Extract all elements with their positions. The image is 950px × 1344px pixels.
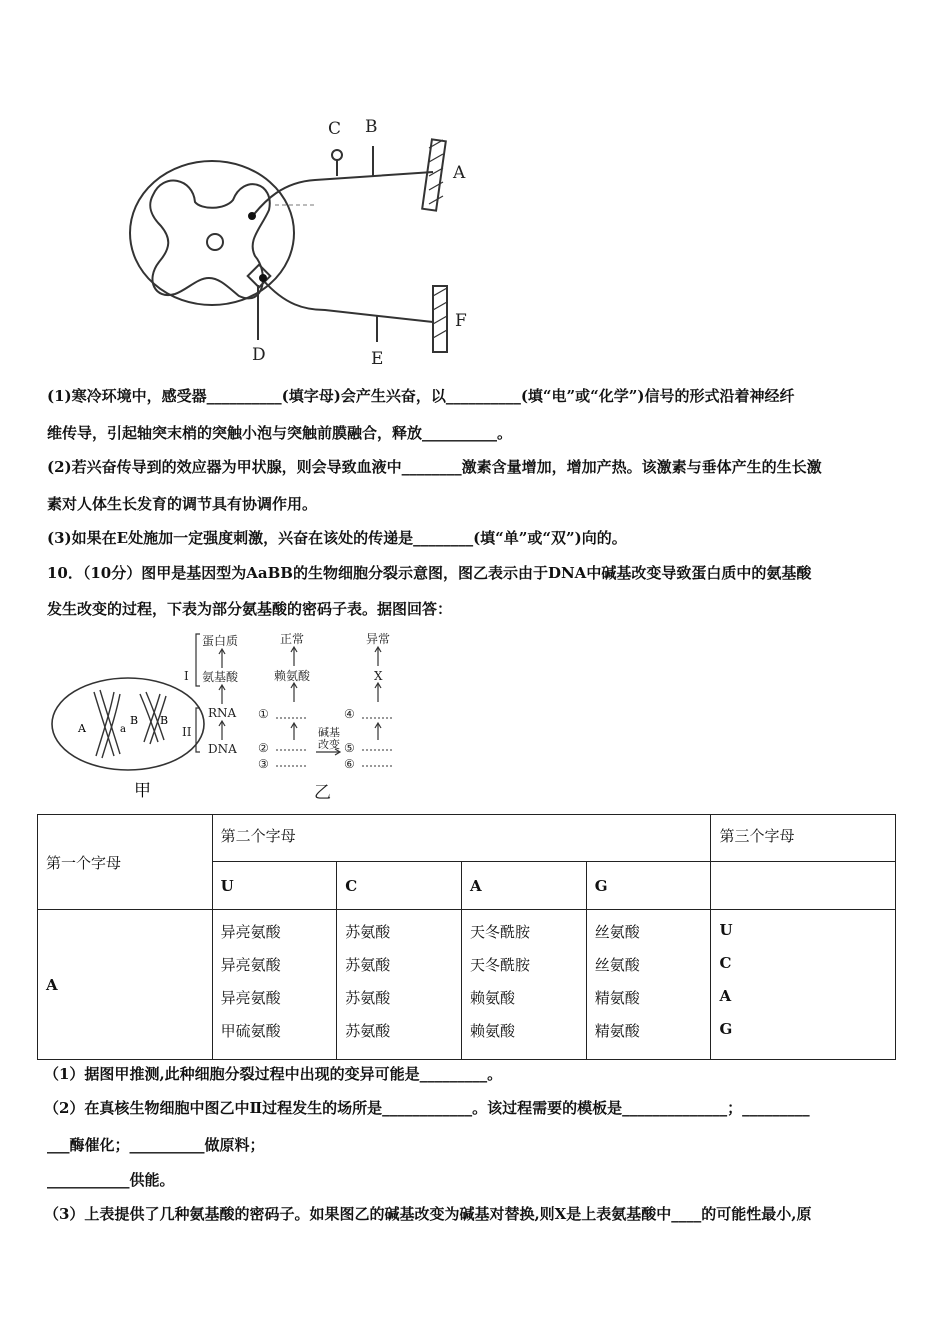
codon-cell: 天冬酰胺 bbox=[470, 923, 531, 941]
label-b: B bbox=[365, 117, 378, 137]
column-U bbox=[212, 910, 337, 1060]
column-G bbox=[586, 910, 711, 1060]
second-letter-U: U bbox=[212, 862, 337, 910]
efferent-fiber bbox=[263, 280, 433, 322]
afferent-fiber bbox=[251, 172, 433, 218]
level-dna: DNA bbox=[208, 742, 237, 756]
num-6: ⑥ bbox=[344, 757, 355, 771]
label-c: C bbox=[328, 119, 342, 139]
a-receptor bbox=[422, 139, 446, 210]
c-receptor-dot bbox=[332, 150, 342, 160]
q9-part1-line1: (1)寒冷环境中，感受器__________(填字母)会产生兴奋，以__________(填“电”或“化学”)信号的形式沿着神经纤 bbox=[47, 387, 795, 405]
third-letter: C bbox=[719, 954, 732, 972]
codon-cell: 异亮氨酸 bbox=[220, 989, 281, 1007]
codon-cell: 赖氨酸 bbox=[470, 1022, 516, 1040]
lysine-label: 赖氨酸 bbox=[274, 669, 311, 683]
gene-B-right: B bbox=[160, 714, 169, 727]
num-3: ③ bbox=[258, 757, 269, 771]
base-change-1: 碱基 bbox=[318, 726, 340, 739]
label-e: E bbox=[371, 349, 384, 369]
normal-label: 正常 bbox=[280, 632, 305, 646]
gene-a: a bbox=[120, 724, 126, 735]
base-change-2: 改变 bbox=[318, 738, 340, 751]
codon-cell: 异亮氨酸 bbox=[220, 956, 281, 974]
num-5: ⑤ bbox=[344, 741, 355, 755]
reflex-arc-figure bbox=[115, 110, 485, 375]
central-canal bbox=[207, 234, 223, 250]
caption-yi: 乙 bbox=[314, 783, 331, 803]
codon-cell: 苏氨酸 bbox=[345, 989, 391, 1007]
codon-cell: 天冬酰胺 bbox=[470, 956, 531, 974]
figure-yi bbox=[178, 628, 408, 804]
q10-intro-line2: 发生改变的过程，下表为部分氨基酸的密码子表。据图回答： bbox=[47, 600, 453, 618]
codon-cell: 苏氨酸 bbox=[345, 923, 391, 941]
q10-sub2-line2: ___酶催化；__________做原料； bbox=[47, 1136, 265, 1154]
label-d: D bbox=[252, 345, 266, 365]
spinal-cord-outline bbox=[130, 161, 294, 305]
x-label: X bbox=[374, 669, 383, 683]
caption-jia: 甲 bbox=[134, 781, 151, 801]
codon-table bbox=[37, 814, 896, 1060]
header-second-letter: 第二个字母 bbox=[212, 815, 711, 862]
third-letter: A bbox=[719, 987, 732, 1005]
second-letter-C: C bbox=[337, 862, 462, 910]
num-2: ② bbox=[258, 741, 269, 755]
first-letter-A: A bbox=[38, 910, 213, 1060]
label-a: A bbox=[453, 163, 466, 183]
f-effector bbox=[433, 286, 447, 352]
q10-sub3-line1: （3）上表提供了几种氨基酸的密码子。如果图乙的碱基改变为碱基对替换,则X是上表氨基酸中____的可能性最小,原 bbox=[44, 1205, 812, 1223]
label-f: F bbox=[455, 311, 467, 331]
codon-cell: 赖氨酸 bbox=[470, 989, 516, 1007]
q9-part2-line1: (2)若兴奋传导到的效应器为甲状腺，则会导致血液中________激素含量增加，增加产热。该激素与垂体产生的生长激 bbox=[47, 458, 822, 476]
roman-I: I bbox=[184, 669, 189, 683]
header-third-letter: 第三个字母 bbox=[711, 815, 896, 862]
q10-intro-line1: 10．（10分）图甲是基因型为AaBB的生物细胞分裂示意图，图乙表示由于DNA中碱基改变导致蛋白质中的氨基酸 bbox=[47, 564, 812, 582]
level-rna: RNA bbox=[208, 706, 237, 720]
codon-cell: 甲硫氨酸 bbox=[220, 1022, 281, 1040]
second-letter-A: A bbox=[462, 862, 587, 910]
third-letter: G bbox=[719, 1020, 733, 1038]
codon-cell: 苏氨酸 bbox=[345, 956, 391, 974]
gene-A: A bbox=[78, 722, 86, 735]
q9-part2-line2: 素对人体生长发育的调节具有协调作用。 bbox=[47, 495, 318, 513]
third-letter: U bbox=[719, 921, 733, 939]
q9-part3-line1: (3)如果在E处施加一定强度刺激，兴奋在该处的传递是________(填“单”或“双”)向的。 bbox=[47, 529, 627, 547]
level-protein: 蛋白质 bbox=[202, 634, 239, 648]
codon-cell: 异亮氨酸 bbox=[220, 923, 281, 941]
gene-B-left: B bbox=[130, 714, 139, 727]
third-letter-empty bbox=[711, 862, 896, 910]
roman-II: II bbox=[182, 725, 192, 739]
codon-cell: 苏氨酸 bbox=[345, 1022, 391, 1040]
q10-sub2-line3: ___________供能。 bbox=[47, 1171, 175, 1189]
q10-sub2-line1: （2）在真核生物细胞中图乙中Ⅱ过程发生的场所是____________。该过程需要的模板是______________；_________ bbox=[44, 1099, 810, 1117]
column-third-letter bbox=[711, 910, 896, 1060]
codon-cell: 丝氨酸 bbox=[594, 956, 640, 974]
num-1: ① bbox=[258, 707, 269, 721]
column-A bbox=[462, 910, 587, 1060]
column-C bbox=[337, 910, 462, 1060]
abnormal-label: 异常 bbox=[366, 632, 391, 646]
header-first-letter: 第一个字母 bbox=[38, 815, 213, 910]
q10-sub1: （1）据图甲推测,此种细胞分裂过程中出现的变异可能是_________。 bbox=[44, 1065, 503, 1083]
q9-part1-line2: 维传导，引起轴突末梢的突触小泡与突触前膜融合，释放__________。 bbox=[47, 424, 513, 442]
second-letter-G: G bbox=[586, 862, 711, 910]
level-amino: 氨基酸 bbox=[202, 670, 239, 684]
codon-cell: 精氨酸 bbox=[594, 989, 640, 1007]
num-4: ④ bbox=[344, 707, 355, 721]
codon-cell: 精氨酸 bbox=[594, 1022, 640, 1040]
codon-cell: 丝氨酸 bbox=[594, 923, 640, 941]
